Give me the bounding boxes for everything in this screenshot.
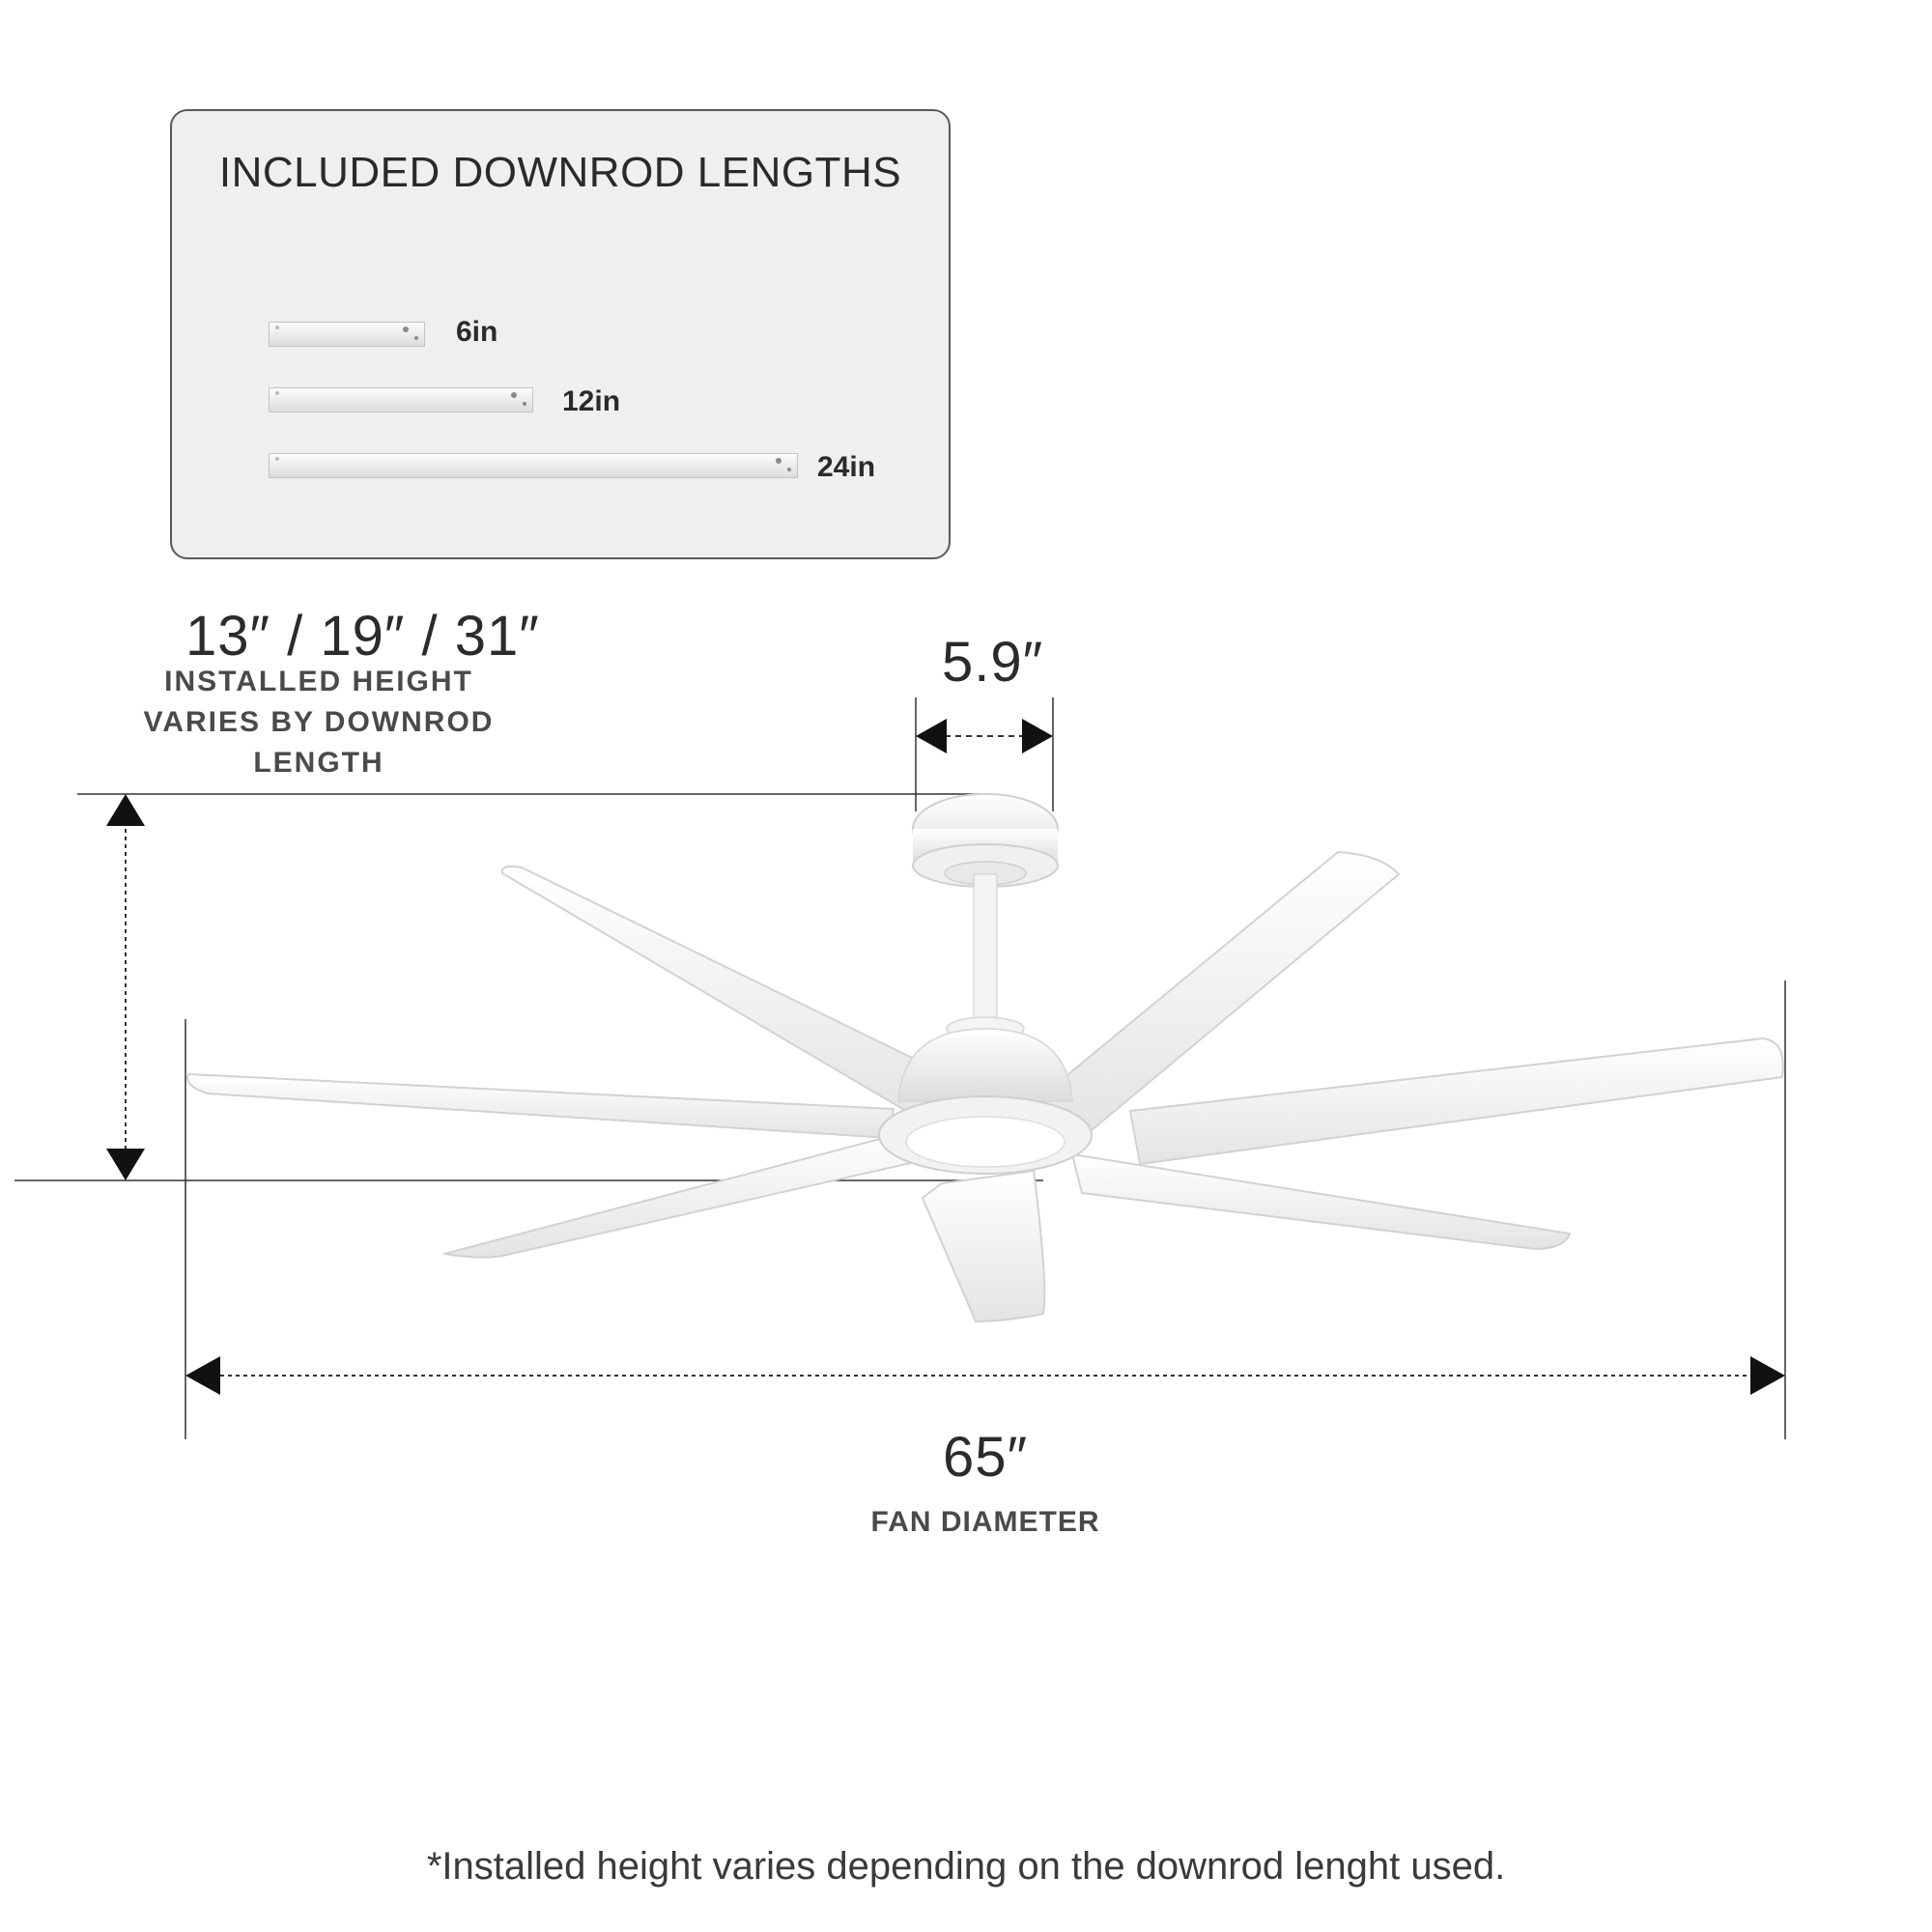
downrod-6in-label: 6in — [456, 316, 498, 348]
height-arrow-bottom — [106, 1149, 145, 1180]
downrod-panel-title: INCLUDED DOWNROD LENGTHS — [218, 149, 902, 196]
installed-height-caption: INSTALLED HEIGHT VARIES BY DOWNROD LENGTH — [143, 666, 495, 779]
fan-diameter-value: 65″ — [942, 1426, 1029, 1489]
canopy-arrow-left — [916, 719, 947, 753]
fan-blade-left — [187, 1074, 894, 1138]
canopy-width-value: 5.9″ — [942, 631, 1044, 694]
fan-blade-upper-left — [502, 867, 942, 1121]
height-arrow-top — [106, 794, 145, 826]
fan-blade-front — [923, 1171, 1044, 1321]
fan-motor-housing — [898, 1029, 1072, 1101]
canopy-arrow-right — [1022, 719, 1053, 753]
footnote: *Installed height varies depending on the downrod lenght used. — [426, 1845, 1506, 1888]
downrod-24in-label: 24in — [817, 451, 876, 483]
fan-diameter-caption: FAN DIAMETER — [870, 1506, 1100, 1538]
installed-height-value: 13″ / 19″ / 31″ — [185, 605, 540, 668]
fan-blade-right — [1130, 1038, 1783, 1164]
fan-downrod — [974, 874, 997, 1019]
downrod-12in-label: 12in — [562, 385, 621, 417]
diameter-arrow-right — [1750, 1356, 1785, 1395]
fan-blade-lower-left — [444, 1130, 927, 1258]
fan-light-diffuser — [906, 1117, 1065, 1167]
diameter-arrow-left — [185, 1356, 220, 1395]
fan-blade-lower-right — [1072, 1154, 1570, 1249]
